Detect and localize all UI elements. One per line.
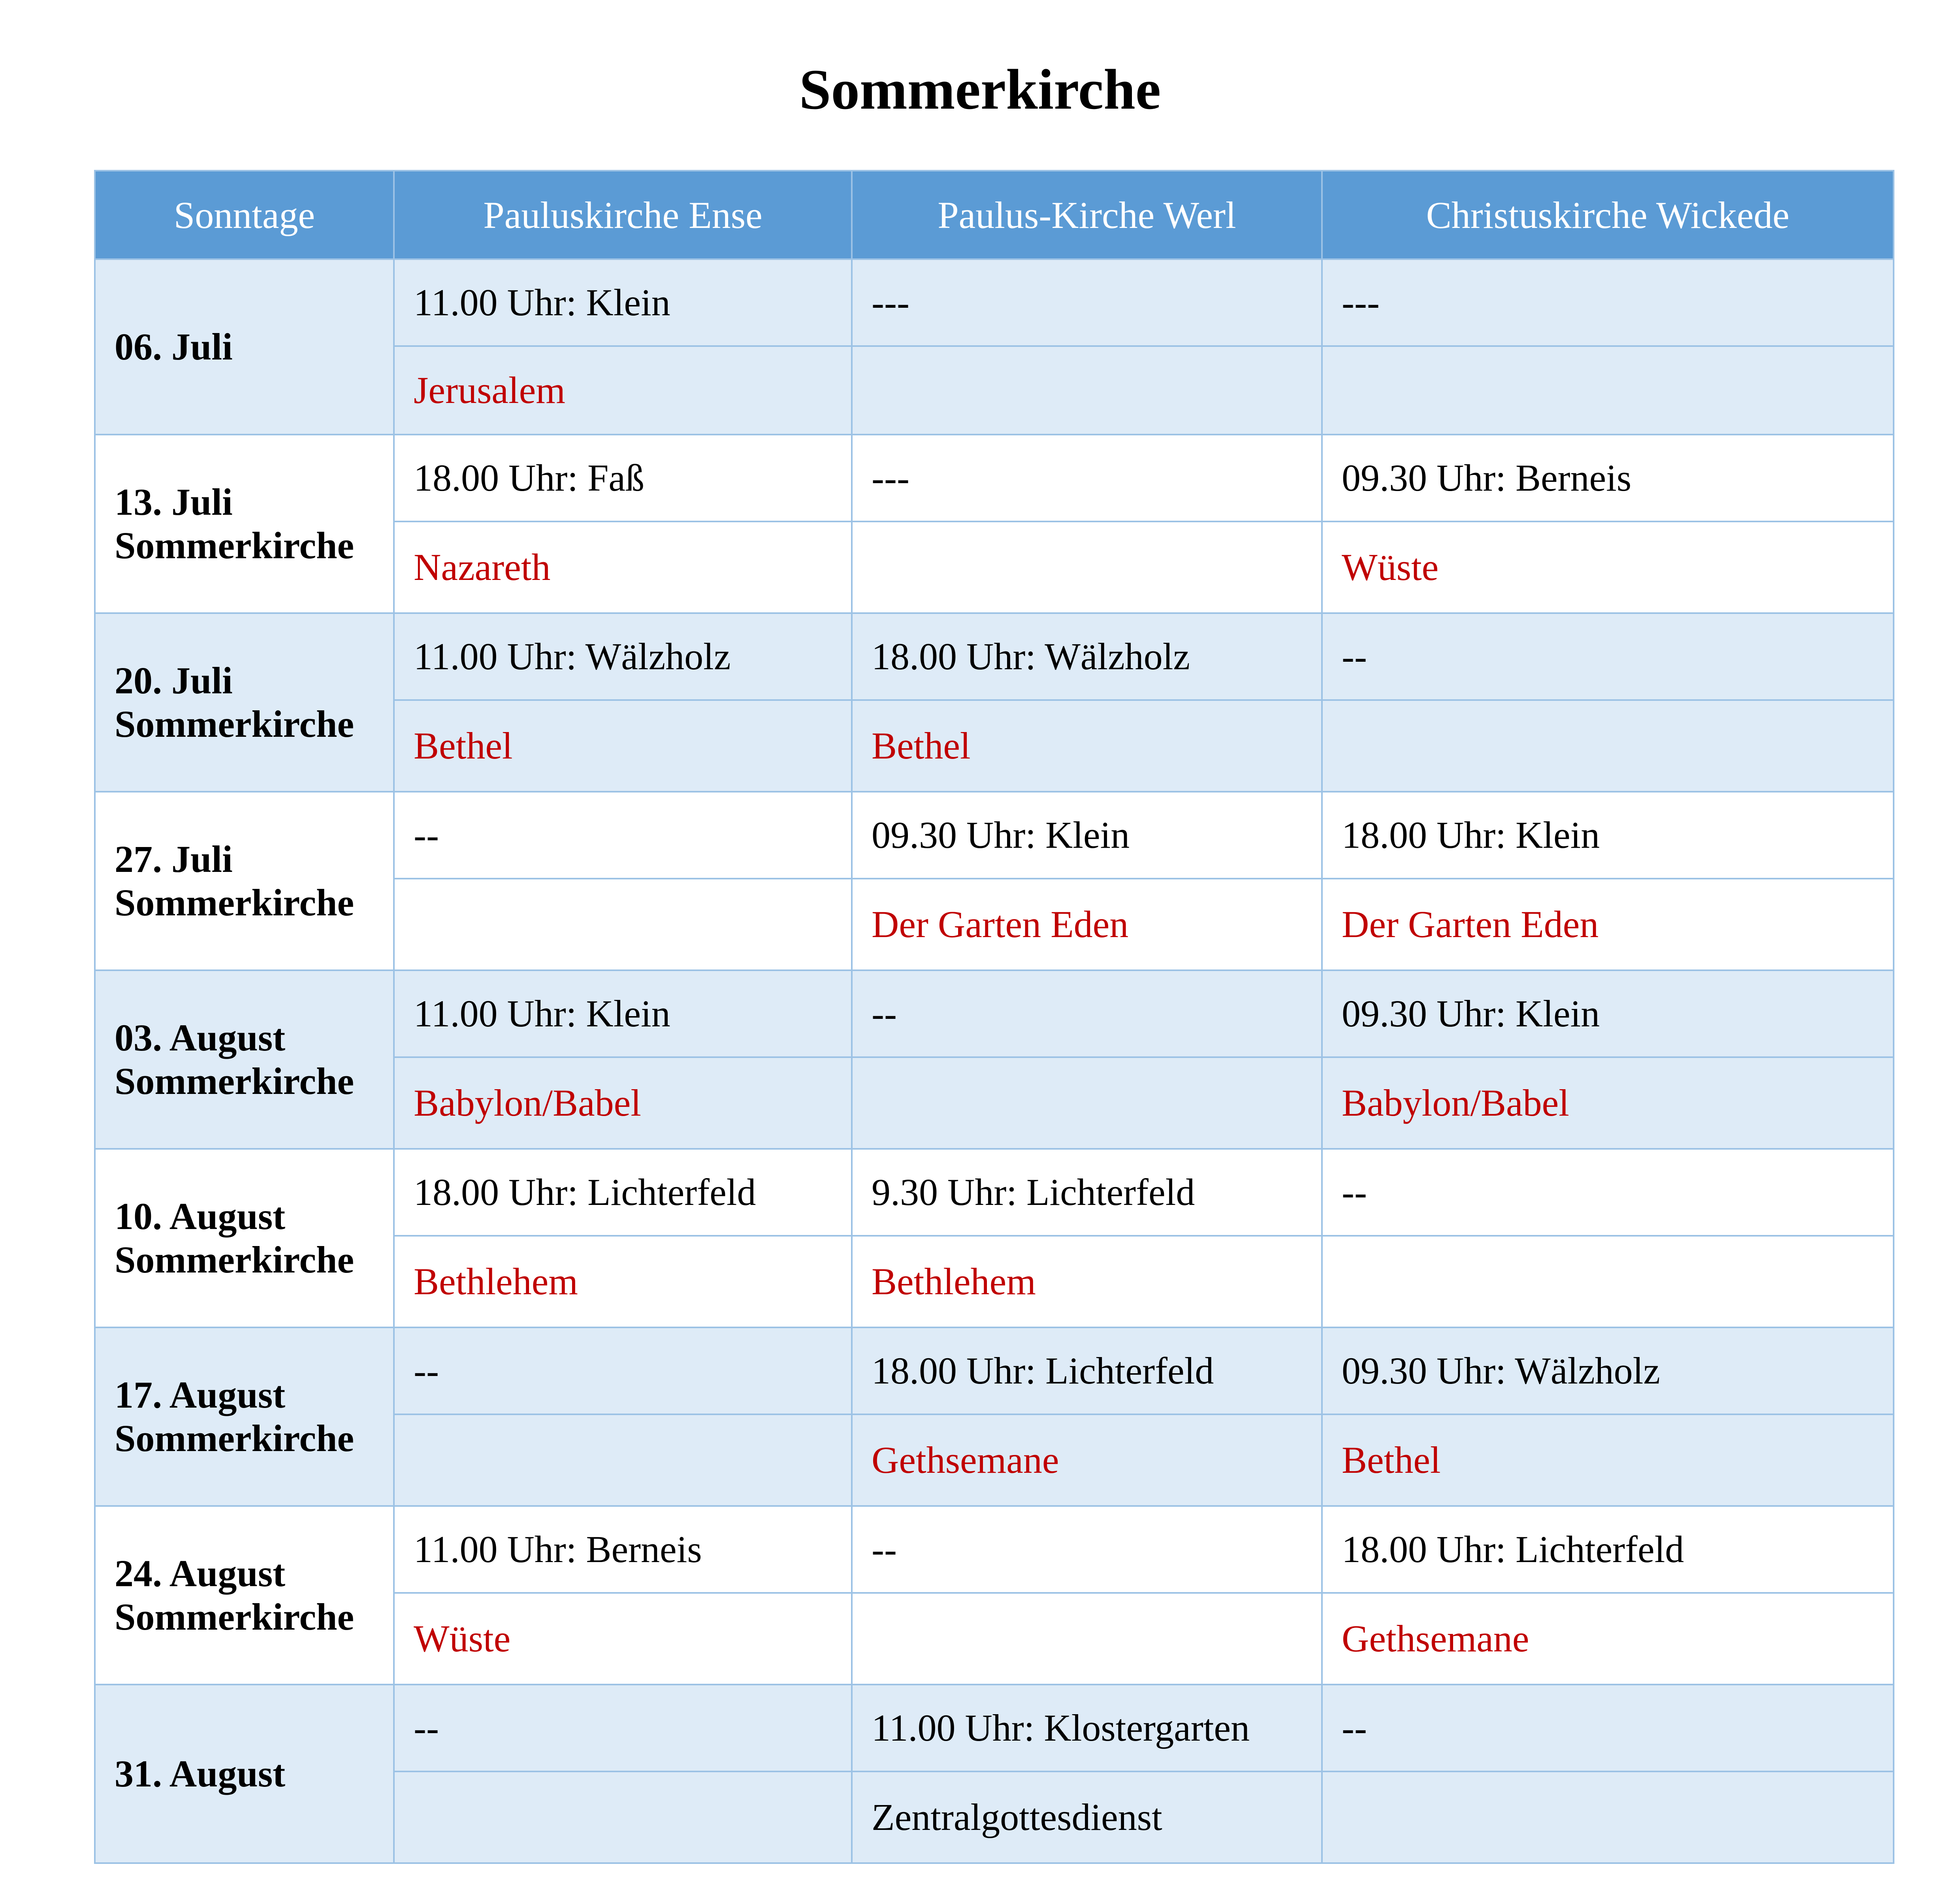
day-subtitle: Sommerkirche: [115, 881, 354, 924]
ense-time: 18.00 Uhr: Lichterfeld: [394, 1149, 852, 1236]
day-subtitle: Sommerkirche: [115, 1596, 354, 1638]
day-cell: [95, 435, 394, 613]
werl-time: --: [852, 1506, 1322, 1593]
day-cell: [95, 970, 394, 1149]
ense-place: Bethlehem: [394, 1236, 852, 1327]
wickede-time: --: [1322, 1149, 1894, 1236]
werl-time: 18.00 Uhr: Wälzholz: [852, 613, 1322, 700]
werl-place: Der Garten Eden: [852, 879, 1322, 970]
day-date: 10. August: [115, 1195, 286, 1237]
ense-time: --: [394, 1327, 852, 1414]
werl-place: [852, 346, 1322, 435]
day-date: 31. August: [115, 1752, 286, 1795]
schedule-table: [94, 170, 1894, 1864]
wickede-time: 09.30 Uhr: Wälzholz: [1322, 1327, 1894, 1414]
table-row: [95, 792, 1894, 879]
ense-time: 11.00 Uhr: Klein: [394, 259, 852, 346]
werl-time: 18.00 Uhr: Lichterfeld: [852, 1327, 1322, 1414]
werl-time: ---: [852, 259, 1322, 346]
werl-time: --: [852, 970, 1322, 1057]
day-subtitle: Sommerkirche: [115, 1239, 354, 1281]
wickede-time: --: [1322, 613, 1894, 700]
ense-time: 11.00 Uhr: Berneis: [394, 1506, 852, 1593]
day-date: 13. Juli: [115, 481, 233, 523]
table-row: [95, 259, 1894, 346]
day-subtitle: Sommerkirche: [115, 1060, 354, 1102]
header-sonntage: Sonntage: [95, 171, 394, 259]
day-cell: [95, 259, 394, 435]
werl-place: [852, 1057, 1322, 1149]
wickede-place: [1322, 1236, 1894, 1327]
ense-time: 18.00 Uhr: Faß: [394, 435, 852, 521]
table-row: [95, 1506, 1894, 1593]
ense-time: 11.00 Uhr: Klein: [394, 970, 852, 1057]
day-date: 17. August: [115, 1374, 286, 1416]
page-title: Sommerkirche: [799, 58, 1161, 122]
werl-time: 9.30 Uhr: Lichterfeld: [852, 1149, 1322, 1236]
ense-place: Jerusalem: [394, 346, 852, 435]
werl-time: 09.30 Uhr: Klein: [852, 792, 1322, 879]
werl-place: Bethel: [852, 700, 1322, 792]
day-date: 06. Juli: [115, 326, 233, 368]
ense-place: [394, 879, 852, 970]
wickede-time: 18.00 Uhr: Klein: [1322, 792, 1894, 879]
table-row: [95, 1327, 1894, 1414]
werl-note: Zentralgottesdienst: [852, 1771, 1322, 1863]
ense-place: Nazareth: [394, 521, 852, 613]
header-ense: Pauluskirche Ense: [394, 171, 852, 259]
werl-place: [852, 1593, 1322, 1685]
wickede-place: [1322, 346, 1894, 435]
ense-place: Babylon/Babel: [394, 1057, 852, 1149]
day-cell: [95, 1327, 394, 1506]
wickede-place: Babylon/Babel: [1322, 1057, 1894, 1149]
wickede-place: [1322, 1771, 1894, 1863]
day-cell: [95, 613, 394, 792]
header-werl: Paulus-Kirche Werl: [852, 171, 1322, 259]
day-subtitle: Sommerkirche: [115, 703, 354, 745]
wickede-time: 18.00 Uhr: Lichterfeld: [1322, 1506, 1894, 1593]
wickede-time: ---: [1322, 259, 1894, 346]
werl-time: 11.00 Uhr: Klostergarten: [852, 1685, 1322, 1771]
day-cell: [95, 792, 394, 970]
werl-time: ---: [852, 435, 1322, 521]
day-cell: [95, 1685, 394, 1863]
ense-time: --: [394, 1685, 852, 1771]
ense-place: [394, 1414, 852, 1506]
day-date: 27. Juli: [115, 838, 233, 880]
wickede-place: [1322, 700, 1894, 792]
header-wickede: Christuskirche Wickede: [1322, 171, 1894, 259]
day-date: 03. August: [115, 1016, 286, 1059]
table-row: [95, 613, 1894, 700]
wickede-time: 09.30 Uhr: Berneis: [1322, 435, 1894, 521]
ense-time: 11.00 Uhr: Wälzholz: [394, 613, 852, 700]
wickede-time: --: [1322, 1685, 1894, 1771]
table-row: [95, 1149, 1894, 1236]
day-cell: [95, 1506, 394, 1685]
table-row: [95, 435, 1894, 521]
header-row: [95, 171, 1894, 259]
werl-place: Gethsemane: [852, 1414, 1322, 1506]
day-subtitle: Sommerkirche: [115, 524, 354, 567]
day-cell: [95, 1149, 394, 1327]
werl-place: [852, 521, 1322, 613]
wickede-time: 09.30 Uhr: Klein: [1322, 970, 1894, 1057]
ense-place: Bethel: [394, 700, 852, 792]
day-date: 20. Juli: [115, 659, 233, 702]
ense-time: --: [394, 792, 852, 879]
wickede-place: Bethel: [1322, 1414, 1894, 1506]
wickede-place: Der Garten Eden: [1322, 879, 1894, 970]
ense-place: Wüste: [394, 1593, 852, 1685]
ense-place: [394, 1771, 852, 1863]
day-subtitle: Sommerkirche: [115, 1417, 354, 1459]
day-date: 24. August: [115, 1552, 286, 1594]
table-row: [95, 970, 1894, 1057]
wickede-place: Gethsemane: [1322, 1593, 1894, 1685]
wickede-place: Wüste: [1322, 521, 1894, 613]
table-row: [95, 1685, 1894, 1771]
werl-place: Bethlehem: [852, 1236, 1322, 1327]
